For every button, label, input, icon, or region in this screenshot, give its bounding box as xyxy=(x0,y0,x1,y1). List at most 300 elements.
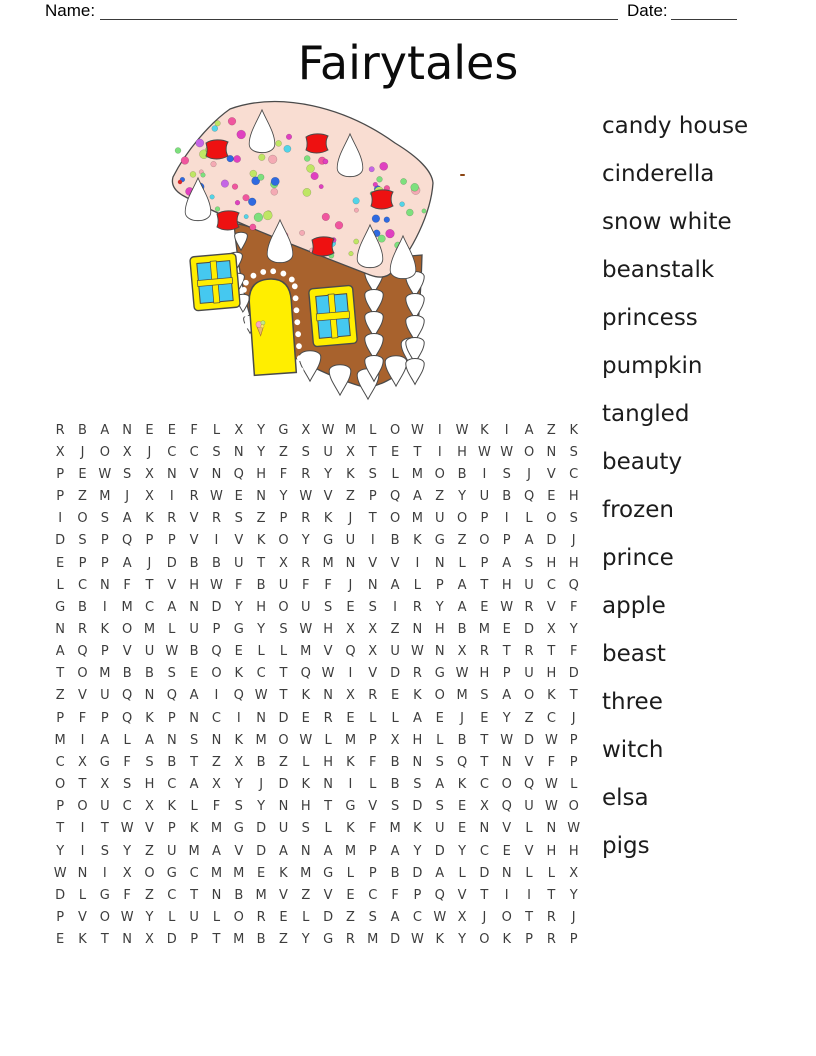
grid-letter[interactable]: D xyxy=(55,887,66,903)
grid-letter[interactable]: H xyxy=(412,732,423,748)
grid-letter[interactable]: L xyxy=(458,555,466,571)
grid-letter[interactable]: W xyxy=(410,644,424,660)
grid-letter[interactable]: S xyxy=(569,444,578,460)
grid-letter[interactable]: P xyxy=(368,732,377,748)
grid-letter[interactable]: H xyxy=(323,754,333,770)
grid-letter[interactable]: I xyxy=(393,599,397,615)
grid-letter[interactable]: M xyxy=(255,887,267,903)
grid-letter[interactable]: M xyxy=(300,644,312,660)
grid-letter[interactable]: J xyxy=(348,511,353,527)
grid-letter[interactable]: N xyxy=(345,555,356,571)
grid-letter[interactable]: L xyxy=(369,777,377,793)
grid-letter[interactable]: Z xyxy=(278,754,288,770)
grid-letter[interactable]: A xyxy=(189,777,199,793)
grid-letter[interactable]: A xyxy=(457,577,467,593)
grid-letter[interactable]: Y xyxy=(279,489,288,505)
grid-letter[interactable]: Z xyxy=(345,910,355,926)
grid-letter[interactable]: A xyxy=(278,843,288,859)
grid-letter[interactable]: C xyxy=(55,754,65,770)
grid-letter[interactable]: X xyxy=(145,799,154,815)
grid-letter[interactable]: C xyxy=(479,777,489,793)
grid-letter[interactable]: U xyxy=(434,821,445,837)
grid-letter[interactable]: P xyxy=(167,710,176,726)
grid-letter[interactable]: C xyxy=(167,444,177,460)
grid-letter[interactable]: S xyxy=(123,777,132,793)
grid-letter[interactable]: Y xyxy=(569,887,578,903)
grid-letter[interactable]: O xyxy=(55,777,66,793)
word-search-grid[interactable] xyxy=(49,419,585,951)
grid-letter[interactable]: K xyxy=(502,932,511,948)
grid-letter[interactable]: A xyxy=(390,843,400,859)
grid-letter[interactable]: Q xyxy=(434,887,445,903)
grid-letter[interactable]: Q xyxy=(77,644,88,660)
grid-letter[interactable]: Z xyxy=(212,754,221,770)
grid-letter[interactable]: S xyxy=(78,533,87,549)
grid-letter[interactable]: S xyxy=(145,754,154,770)
grid-letter[interactable]: G xyxy=(345,799,356,815)
grid-letter[interactable]: Y xyxy=(458,843,467,859)
grid-letter[interactable]: T xyxy=(502,644,511,660)
grid-letter[interactable]: B xyxy=(122,666,132,682)
grid-letter[interactable]: F xyxy=(369,754,377,770)
grid-letter[interactable]: S xyxy=(390,799,400,815)
date-fill-line[interactable] xyxy=(671,2,737,20)
grid-letter[interactable]: H xyxy=(568,555,579,571)
grid-letter[interactable]: X xyxy=(457,644,467,660)
grid-letter[interactable]: E xyxy=(167,422,176,438)
grid-letter[interactable]: X xyxy=(234,754,244,770)
grid-letter[interactable]: M xyxy=(456,688,468,704)
grid-letter[interactable]: C xyxy=(167,887,177,903)
grid-letter[interactable]: H xyxy=(256,599,266,615)
grid-letter[interactable]: D xyxy=(412,865,423,881)
grid-letter[interactable]: P xyxy=(56,910,65,926)
grid-letter[interactable]: S xyxy=(100,843,109,859)
grid-letter[interactable]: B xyxy=(78,599,87,615)
grid-letter[interactable]: D xyxy=(256,821,267,837)
grid-letter[interactable]: O xyxy=(501,777,512,793)
grid-letter[interactable]: I xyxy=(504,887,509,903)
grid-letter[interactable]: M xyxy=(478,621,490,637)
grid-letter[interactable]: A xyxy=(122,511,132,527)
grid-letter[interactable]: L xyxy=(168,621,176,637)
grid-letter[interactable]: V xyxy=(189,466,199,482)
grid-letter[interactable]: P xyxy=(167,821,176,837)
grid-letter[interactable]: W xyxy=(477,444,491,460)
grid-letter[interactable]: L xyxy=(391,710,399,726)
grid-letter[interactable]: F xyxy=(212,799,221,815)
grid-letter[interactable]: V xyxy=(167,577,177,593)
grid-letter[interactable]: T xyxy=(190,887,199,903)
grid-letter[interactable]: N xyxy=(211,732,222,748)
grid-letter[interactable]: N xyxy=(501,754,512,770)
grid-letter[interactable]: A xyxy=(502,688,512,704)
grid-letter[interactable]: W xyxy=(544,732,558,748)
grid-letter[interactable]: Y xyxy=(458,932,467,948)
grid-letter[interactable]: H xyxy=(434,621,445,637)
grid-letter[interactable]: E xyxy=(390,688,400,704)
grid-letter[interactable]: C xyxy=(368,887,378,903)
grid-letter[interactable]: H xyxy=(546,843,557,859)
grid-letter[interactable]: D xyxy=(166,932,177,948)
grid-letter[interactable]: E xyxy=(301,710,310,726)
grid-letter[interactable]: W xyxy=(455,666,469,682)
grid-letter[interactable]: K xyxy=(323,511,333,527)
grid-letter[interactable]: P xyxy=(480,511,489,527)
grid-letter[interactable]: D xyxy=(434,843,445,859)
grid-letter[interactable]: J xyxy=(482,910,487,926)
grid-letter[interactable]: G xyxy=(323,932,334,948)
grid-letter[interactable]: E xyxy=(547,489,556,505)
grid-letter[interactable]: Z xyxy=(435,489,445,505)
grid-letter[interactable]: O xyxy=(523,688,535,704)
grid-letter[interactable]: R xyxy=(301,466,311,482)
grid-letter[interactable]: P xyxy=(569,754,578,770)
grid-letter[interactable]: O xyxy=(144,865,155,881)
grid-letter[interactable]: V xyxy=(457,887,467,903)
grid-letter[interactable]: V xyxy=(78,910,87,926)
grid-letter[interactable]: H xyxy=(323,621,333,637)
grid-letter[interactable]: V xyxy=(323,644,333,660)
grid-letter[interactable]: W xyxy=(53,865,67,881)
grid-letter[interactable]: Z xyxy=(390,621,400,637)
grid-letter[interactable]: J xyxy=(571,533,576,549)
grid-letter[interactable]: X xyxy=(546,621,556,637)
grid-letter[interactable]: M xyxy=(389,821,401,837)
grid-letter[interactable]: C xyxy=(189,865,199,881)
grid-letter[interactable]: R xyxy=(189,489,199,505)
grid-letter[interactable]: P xyxy=(100,555,109,571)
grid-letter[interactable]: S xyxy=(212,444,221,460)
grid-letter[interactable]: T xyxy=(56,666,65,682)
grid-letter[interactable]: W xyxy=(500,599,514,615)
grid-letter[interactable]: Y xyxy=(324,466,333,482)
grid-letter[interactable]: M xyxy=(210,865,223,881)
grid-letter[interactable]: C xyxy=(546,710,556,726)
grid-letter[interactable]: N xyxy=(479,821,490,837)
grid-letter[interactable]: V xyxy=(323,887,333,903)
grid-letter[interactable]: T xyxy=(368,511,377,527)
grid-letter[interactable]: K xyxy=(346,754,355,770)
grid-letter[interactable]: F xyxy=(279,466,288,482)
grid-letter[interactable]: L xyxy=(257,644,265,660)
grid-letter[interactable]: X xyxy=(479,799,489,815)
grid-letter[interactable]: X xyxy=(100,777,110,793)
grid-letter[interactable]: Y xyxy=(234,599,243,615)
grid-letter[interactable]: N xyxy=(189,710,199,726)
grid-letter[interactable]: E xyxy=(457,821,467,837)
grid-letter[interactable]: S xyxy=(413,777,422,793)
grid-letter[interactable]: D xyxy=(55,533,66,549)
grid-letter[interactable]: G xyxy=(99,887,110,903)
grid-letter[interactable]: V xyxy=(122,644,132,660)
grid-letter[interactable]: S xyxy=(190,732,199,748)
grid-letter[interactable]: P xyxy=(56,710,65,726)
grid-letter[interactable]: S xyxy=(524,555,534,571)
grid-letter[interactable]: C xyxy=(546,577,556,593)
grid-letter[interactable]: N xyxy=(77,865,88,881)
grid-letter[interactable]: N xyxy=(412,754,423,770)
grid-letter[interactable]: H xyxy=(546,555,557,571)
grid-letter[interactable]: L xyxy=(570,777,578,793)
grid-letter[interactable]: G xyxy=(233,821,244,837)
grid-letter[interactable]: O xyxy=(568,799,579,815)
grid-letter[interactable]: A xyxy=(524,533,534,549)
grid-letter[interactable]: K xyxy=(100,621,110,637)
grid-letter[interactable]: K xyxy=(547,688,556,704)
grid-letter[interactable]: X xyxy=(234,422,244,438)
grid-letter[interactable]: K xyxy=(189,821,199,837)
grid-letter[interactable]: P xyxy=(100,644,109,660)
grid-letter[interactable]: S xyxy=(100,511,109,527)
grid-letter[interactable]: Y xyxy=(502,710,511,726)
grid-letter[interactable]: O xyxy=(434,688,445,704)
grid-letter[interactable]: I xyxy=(169,489,174,505)
grid-letter[interactable]: P xyxy=(56,489,65,505)
grid-letter[interactable]: O xyxy=(77,799,88,815)
grid-letter[interactable]: B xyxy=(256,577,266,593)
grid-letter[interactable]: N xyxy=(278,799,289,815)
grid-letter[interactable]: J xyxy=(571,710,576,726)
grid-letter[interactable]: T xyxy=(480,732,489,748)
grid-letter[interactable]: F xyxy=(78,710,87,726)
grid-letter[interactable]: D xyxy=(211,599,222,615)
grid-letter[interactable]: W xyxy=(321,422,335,438)
grid-letter[interactable]: L xyxy=(190,799,198,815)
grid-letter[interactable]: H xyxy=(457,444,467,460)
grid-letter[interactable]: K xyxy=(256,533,266,549)
grid-letter[interactable]: O xyxy=(546,511,557,527)
grid-letter[interactable]: R xyxy=(211,511,221,527)
grid-letter[interactable]: Z xyxy=(278,932,288,948)
grid-letter[interactable]: X xyxy=(301,422,311,438)
grid-letter[interactable]: B xyxy=(457,732,467,748)
name-fill-line[interactable] xyxy=(100,2,618,20)
grid-letter[interactable]: V xyxy=(368,666,378,682)
grid-letter[interactable]: R xyxy=(77,621,88,637)
grid-letter[interactable]: Y xyxy=(569,621,578,637)
grid-letter[interactable]: T xyxy=(56,821,65,837)
grid-letter[interactable]: I xyxy=(527,887,531,903)
grid-letter[interactable]: T xyxy=(480,887,489,903)
grid-letter[interactable]: X xyxy=(390,732,400,748)
grid-letter[interactable]: R xyxy=(412,599,422,615)
grid-letter[interactable]: T xyxy=(145,577,154,593)
grid-letter[interactable]: N xyxy=(55,621,66,637)
grid-letter[interactable]: I xyxy=(482,466,487,482)
grid-letter[interactable]: I xyxy=(214,533,219,549)
grid-letter[interactable]: P xyxy=(525,932,533,948)
grid-letter[interactable]: Z xyxy=(256,511,266,527)
grid-letter[interactable]: F xyxy=(569,599,578,615)
grid-letter[interactable]: I xyxy=(370,533,375,549)
grid-letter[interactable]: Y xyxy=(435,599,444,615)
grid-letter[interactable]: S xyxy=(502,466,511,482)
grid-letter[interactable]: T xyxy=(100,821,109,837)
grid-letter[interactable]: Q xyxy=(389,489,401,505)
grid-letter[interactable]: O xyxy=(278,732,289,748)
grid-letter[interactable]: A xyxy=(412,710,422,726)
grid-letter[interactable]: D xyxy=(256,843,267,859)
grid-letter[interactable]: R xyxy=(412,666,422,682)
grid-letter[interactable]: T xyxy=(547,887,556,903)
grid-letter[interactable]: C xyxy=(122,799,132,815)
grid-letter[interactable]: M xyxy=(367,932,379,948)
grid-letter[interactable]: U xyxy=(390,644,400,660)
grid-letter[interactable]: J xyxy=(80,444,85,460)
grid-letter[interactable]: N xyxy=(367,577,378,593)
grid-letter[interactable]: Q xyxy=(211,644,222,660)
grid-letter[interactable]: J xyxy=(147,555,152,571)
grid-letter[interactable]: P xyxy=(480,555,489,571)
grid-letter[interactable]: P xyxy=(145,533,154,549)
grid-letter[interactable]: Y xyxy=(123,843,132,859)
grid-letter[interactable]: T xyxy=(257,555,266,571)
grid-letter[interactable]: I xyxy=(437,422,442,438)
grid-letter[interactable]: V xyxy=(78,688,87,704)
grid-letter[interactable]: M xyxy=(344,732,357,748)
grid-letter[interactable]: N xyxy=(434,555,445,571)
grid-letter[interactable]: H xyxy=(300,799,311,815)
grid-letter[interactable]: T xyxy=(78,777,87,793)
grid-letter[interactable]: X xyxy=(457,910,467,926)
grid-letter[interactable]: I xyxy=(348,777,353,793)
grid-letter[interactable]: D xyxy=(412,799,423,815)
grid-letter[interactable]: N xyxy=(300,843,311,859)
grid-letter[interactable]: O xyxy=(278,533,289,549)
grid-letter[interactable]: M xyxy=(322,555,334,571)
grid-letter[interactable]: Z xyxy=(345,489,355,505)
grid-letter[interactable]: L xyxy=(547,865,555,881)
grid-letter[interactable]: N xyxy=(211,466,222,482)
grid-letter[interactable]: N xyxy=(189,599,199,615)
grid-letter[interactable]: K xyxy=(145,710,154,726)
grid-letter[interactable]: X xyxy=(55,444,65,460)
grid-letter[interactable]: R xyxy=(323,710,333,726)
grid-letter[interactable]: L xyxy=(369,710,377,726)
grid-letter[interactable]: R xyxy=(345,932,355,948)
grid-letter[interactable]: N xyxy=(122,932,133,948)
grid-letter[interactable]: K xyxy=(569,422,578,438)
grid-letter[interactable]: S xyxy=(123,466,132,482)
grid-letter[interactable]: Y xyxy=(234,777,243,793)
grid-letter[interactable]: F xyxy=(123,577,131,593)
grid-letter[interactable]: V xyxy=(323,489,333,505)
grid-letter[interactable]: W xyxy=(210,577,223,593)
grid-letter[interactable]: W xyxy=(500,444,514,460)
grid-letter[interactable]: T xyxy=(480,577,489,593)
grid-letter[interactable]: B xyxy=(256,754,266,770)
grid-letter[interactable]: W xyxy=(299,489,313,505)
grid-letter[interactable]: C xyxy=(77,577,88,593)
grid-letter[interactable]: G xyxy=(278,422,289,438)
grid-letter[interactable]: K xyxy=(145,511,154,527)
grid-letter[interactable]: O xyxy=(389,511,401,527)
grid-letter[interactable]: N xyxy=(256,489,266,505)
grid-letter[interactable]: M xyxy=(54,732,66,748)
grid-letter[interactable]: O xyxy=(77,666,88,682)
grid-letter[interactable]: N xyxy=(412,621,423,637)
grid-letter[interactable]: H xyxy=(568,489,579,505)
grid-letter[interactable]: S xyxy=(323,599,333,615)
grid-letter[interactable]: N xyxy=(211,887,222,903)
grid-letter[interactable]: K xyxy=(234,666,244,682)
grid-letter[interactable]: C xyxy=(167,777,177,793)
grid-letter[interactable]: M xyxy=(121,599,133,615)
grid-letter[interactable]: A xyxy=(167,599,177,615)
grid-letter[interactable]: W xyxy=(410,422,424,438)
grid-letter[interactable]: P xyxy=(368,865,377,881)
grid-letter[interactable]: Y xyxy=(413,843,422,859)
grid-letter[interactable]: R xyxy=(256,910,266,926)
grid-letter[interactable]: A xyxy=(323,843,333,859)
grid-letter[interactable]: K xyxy=(279,865,288,881)
grid-letter[interactable]: E xyxy=(56,932,65,948)
grid-letter[interactable]: O xyxy=(389,422,401,438)
grid-letter[interactable]: P xyxy=(368,843,377,859)
grid-letter[interactable]: B xyxy=(234,887,244,903)
grid-letter[interactable]: C xyxy=(569,466,579,482)
grid-letter[interactable]: B xyxy=(145,666,154,682)
grid-letter[interactable]: A xyxy=(524,422,534,438)
grid-letter[interactable]: S xyxy=(279,621,288,637)
grid-letter[interactable]: Q xyxy=(166,688,177,704)
grid-letter[interactable]: L xyxy=(525,865,533,881)
grid-letter[interactable]: N xyxy=(434,644,445,660)
grid-letter[interactable]: U xyxy=(345,533,356,549)
grid-letter[interactable]: B xyxy=(167,754,177,770)
grid-letter[interactable]: X xyxy=(212,777,221,793)
grid-letter[interactable]: I xyxy=(102,865,107,881)
grid-letter[interactable]: W xyxy=(500,732,514,748)
grid-letter[interactable]: U xyxy=(524,666,534,682)
grid-letter[interactable]: D xyxy=(524,621,535,637)
grid-letter[interactable]: N xyxy=(99,577,110,593)
grid-letter[interactable]: V xyxy=(368,555,378,571)
grid-letter[interactable]: P xyxy=(56,466,65,482)
grid-letter[interactable]: Z xyxy=(546,422,556,438)
grid-letter[interactable]: D xyxy=(390,666,401,682)
grid-letter[interactable]: V xyxy=(546,599,556,615)
grid-letter[interactable]: E xyxy=(502,843,511,859)
grid-letter[interactable]: U xyxy=(189,910,199,926)
grid-letter[interactable]: A xyxy=(55,644,65,660)
grid-letter[interactable]: K xyxy=(78,932,87,948)
grid-letter[interactable]: F xyxy=(569,644,578,660)
grid-letter[interactable]: M xyxy=(344,843,357,859)
grid-letter[interactable]: A xyxy=(100,422,110,438)
grid-letter[interactable]: U xyxy=(189,621,199,637)
grid-letter[interactable]: J xyxy=(147,444,152,460)
grid-letter[interactable]: A xyxy=(457,599,467,615)
grid-letter[interactable]: A xyxy=(412,489,422,505)
grid-letter[interactable]: D xyxy=(568,666,579,682)
grid-letter[interactable]: T xyxy=(279,688,288,704)
grid-letter[interactable]: S xyxy=(234,511,243,527)
grid-letter[interactable]: D xyxy=(166,555,177,571)
grid-letter[interactable]: T xyxy=(212,932,221,948)
grid-letter[interactable]: K xyxy=(435,932,444,948)
grid-letter[interactable]: E xyxy=(480,710,489,726)
grid-letter[interactable]: U xyxy=(278,821,289,837)
grid-letter[interactable]: W xyxy=(120,821,134,837)
grid-letter[interactable]: U xyxy=(323,444,333,460)
grid-letter[interactable]: O xyxy=(456,511,468,527)
grid-letter[interactable]: C xyxy=(256,666,266,682)
grid-letter[interactable]: U xyxy=(278,577,289,593)
grid-letter[interactable]: I xyxy=(437,444,442,460)
grid-letter[interactable]: A xyxy=(390,577,400,593)
